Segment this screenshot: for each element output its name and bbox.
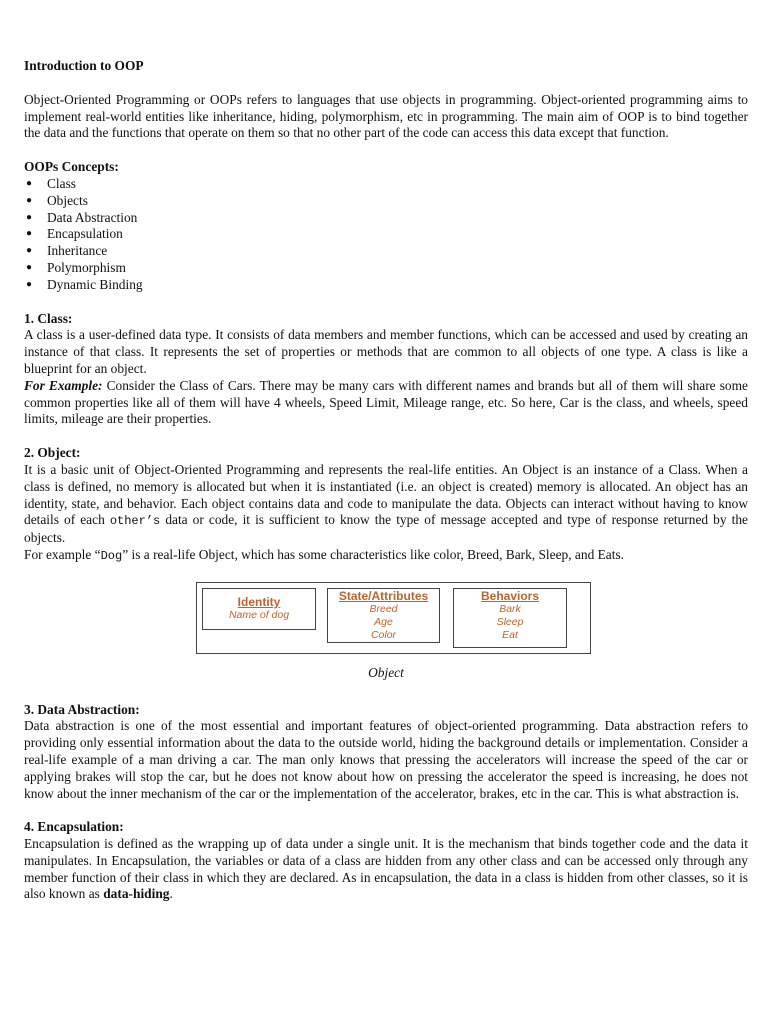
behavior-item: Bark — [499, 602, 521, 615]
identity-item: Name of dog — [228, 608, 290, 621]
example-label: For Example: — [24, 377, 103, 393]
abstraction-heading: 3. Data Abstraction: — [24, 701, 140, 717]
intro-paragraph: Object-Oriented Programming or OOPs refers to languages that use objects in programming. Object-oriented programming aims to implement real-world entities like inheritance, hiding, polymorphism, etc in programming. The main aim of OOP is to bind together the data and the functions that operate on them so that no other part of the code can access this data except that function. — [24, 91, 748, 141]
document-title: Introduction to OOP — [24, 58, 144, 73]
object-example: For example “Dog” is a real-life Object, which has some characteristics like color, Breed, Bark, Sleep, and Eats. — [24, 546, 625, 563]
state-item: Age — [374, 615, 393, 628]
figure-caption: Object — [368, 664, 404, 680]
list-item: ● Class — [26, 175, 77, 191]
behavior-item: Sleep — [496, 615, 524, 628]
bullet-icon: ● — [26, 278, 33, 290]
list-item: ● Encapsulation — [26, 226, 123, 242]
object-heading: 2. Object: — [24, 445, 81, 461]
emphasis-term: data-hiding — [103, 886, 170, 902]
list-item: ● Data Abstraction — [26, 209, 138, 225]
behavior-item: Eat — [502, 628, 518, 641]
state-box — [327, 588, 440, 643]
object-diagram — [196, 582, 591, 654]
object-paragraph: It is a basic unit of Object-Oriented Programming and represents the real-life entities. An Object is an instance of a Class. When a class is defined, no memory is allocated but when it is instantiated (i.e. an object is created) memory is allocated. An object has an identity, state, and behavior. Each object contains data and code to manipulate the data. Objects can interact without having to know details of each other’s data or code, it is sufficient to know the type of message accepted and type of response returned by the objects. — [24, 461, 748, 546]
inline-code: Dog — [100, 548, 123, 563]
behaviors-box — [453, 588, 567, 648]
inline-code: other’s — [109, 514, 161, 529]
bullet-icon: ● — [26, 261, 33, 273]
behaviors-heading: Behaviors — [480, 588, 540, 603]
list-item: ● Polymorphism — [26, 259, 126, 275]
bullet-icon: ● — [26, 228, 33, 240]
class-heading: 1. Class: — [24, 310, 73, 326]
encapsulation-paragraph: Encapsulation is defined as the wrapping up of data under a single unit. It is the mechanism that binds together code and the data it manipulates. In Encapsulation, the variables or data of a class are hidden from any other class and can be accessed only through any member function of their class in which they are declared. As in encapsulation, the data in a class is hidden from other classes, so it is also known as data-hiding. — [24, 836, 748, 902]
bullet-icon: ● — [26, 211, 33, 223]
list-item: ● Inheritance — [26, 243, 108, 259]
bullet-icon: ● — [26, 245, 33, 257]
state-item: Color — [370, 628, 397, 641]
document-page — [24, 58, 748, 903]
concepts-list — [24, 176, 748, 294]
identity-heading: Identity — [237, 594, 281, 609]
identity-box — [202, 588, 316, 630]
bullet-icon: ● — [26, 177, 33, 189]
concepts-heading: OOPs Concepts: — [24, 159, 119, 175]
class-paragraph: A class is a user-defined data type. It consists of data members and member functions, which can be accessed and used by creating an instance of that class. It represents the set of properties or methods that are common to all objects of one type. A class is like a blueprint for an object. For Example: Consider the Class of Cars. There may be many cars with different names and brands but all of them will share some common properties like all of them will have 4 wheels, Speed Limit, Mileage range, etc. So here, Car is the class, and wheels, speed limits, mileage are their properties. — [24, 327, 748, 427]
bullet-icon: ● — [26, 194, 33, 206]
list-item: ● Dynamic Binding — [26, 276, 143, 292]
encapsulation-heading: 4. Encapsulation: — [24, 819, 124, 835]
state-item: Breed — [369, 602, 398, 615]
list-item: ● Objects — [26, 192, 88, 208]
abstraction-paragraph: Data abstraction is one of the most essential and important features of object-oriented programming. Data abstraction refers to providing only essential information about the data to the outside world, hiding the background details or implementation. Consider a real-life example of a man driving a car. The man only knows that pressing the accelerators will increase the speed of the car or applying brakes will stop the car, but he does not know about how on pressing the accelerator the speed is increasing, he does not know about the inner mechanism of the car or the implementation of the accelerator, brakes, etc in the car. This is what abstraction is. — [24, 718, 748, 801]
state-heading: State/Attributes — [338, 588, 429, 603]
